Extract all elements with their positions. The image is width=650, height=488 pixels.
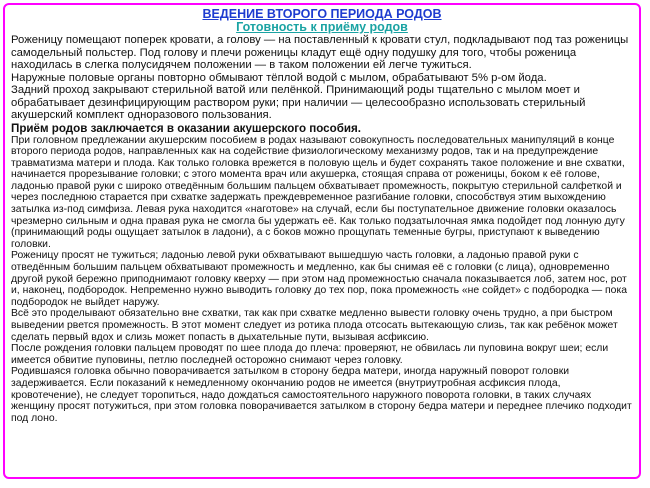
section-heading: Приём родов заключается в оказании акушерского пособия. xyxy=(11,121,361,135)
body-paragraph-4: После рождения головки пальцем проводят по шее плода до плеча: проверяют, не обвилась ли пуповина вокруг шеи; если имеется обвитие пуповины, петлю последней осторожно снимают через головку. xyxy=(11,343,609,366)
page-subtitle: Готовность к приёму родов xyxy=(236,20,408,34)
intro-paragraph-3: Задний проход закрывают стерильной ватой или пелёнкой. Принимающий роды тщательно с мылом моет и обрабатывает дезинфицирующим раствором руки; при наличии — целесообразно использовать стерильный акушерский комплект одноразового пользования. xyxy=(11,84,586,121)
body-paragraph-2: Роженицу просят не тужиться; ладонью левой руки обхватывают вышедшую часть головки, а ладонью правой руки с отведённым большим пальцем обхватывают промежность и медленно, как бы снимая её с головки (с лица), одновременно другой рукой бережно приподнимают головку кверху — при этом над промежностью сначала показывается лоб, затем нос, рот и, наконец, подбородок. Непременно нужно выводить головку до тех пор, пока промежность «не сойдет» с подбородка — пока подбородок не выйдет наружу. xyxy=(11,250,628,308)
content-area xyxy=(5,34,639,424)
body-paragraph-3: Всё это проделывают обязательно вне схватки, так как при схватке медленно вывести головку очень трудно, а при быстром выведении рвется промежность. В этот момент следует из ротика плода отсосать вытекающую слизь, так как ребёнок может сделать первый вдох и слизь может попасть в дыхательные пути, вызывая асфиксию. xyxy=(11,308,618,343)
intro-paragraph-1: Роженицу помещают поперек кровати, а голову — на поставленный к кровати стул, подкладывают под таз роженицы самодельный польстер. Под голову и плечи роженицы кладут ещё одну подушку для того, чтобы роженица находилась в слегка полусидячем положении — в таком положении ей легче тужиться. xyxy=(11,34,629,71)
body-paragraph-1: При головном предлежании акушерским пособием в родах называют совокупность последовательных манипуляций в конце второго периода родов, направленных как на содействие физиологическому механизму родов, так и на предупреждение травматизма матери и плода. Как только головка врежется в половую щель и будет сохранять такое положение и вне схватки, начинается прорезывание головки; с этого момента врач или акушерка, стоящая справа от роженицы, боком к её голове, ладонью правой руки с широко отведённым большим пальцем обхватывает промежность, покрытую стерильной салфеткой и через последнюю старается при схватке задержать преждевременное разгибание головки, способствуя этим выхождению затылка из-под симфиза. Левая рука находится «наготове» на случай, если бы поступательное движение головки оказалось чрезмерно сильным и одна правая рука не смогла бы удержать её. Как только подзатылочная ямка подойдет под лонную дугу (принимающий роды ощущает затылок в ладони), а с боков можно прощупать теменные бугры, приступают к выведению головки. xyxy=(11,134,625,250)
intro-paragraph-2: Наружные половые органы повторно обмывают тёплой водой с мылом, обрабатывают 5% р-ом йода. xyxy=(11,71,547,84)
title-block xyxy=(5,5,639,34)
slide-frame xyxy=(3,3,641,479)
page-title: ВЕДЕНИЕ ВТОРОГО ПЕРИОДА РОДОВ xyxy=(202,7,442,21)
body-paragraph-5: Родившаяся головка обычно поворачивается затылком в сторону бедра матери, иногда наружный поворот головки задерживается. Если показаний к немедленному окончанию родов не имеется (внутриутробная асфиксия плода, кровотечение), не следует торопиться, надо дождаться самостоятельного наружного поворота головки, в таких случаях женщину просят потужиться, при этом головка поворачивается затылком в сторону бедра матери и переднее плечико подходит под лоно. xyxy=(11,366,632,424)
